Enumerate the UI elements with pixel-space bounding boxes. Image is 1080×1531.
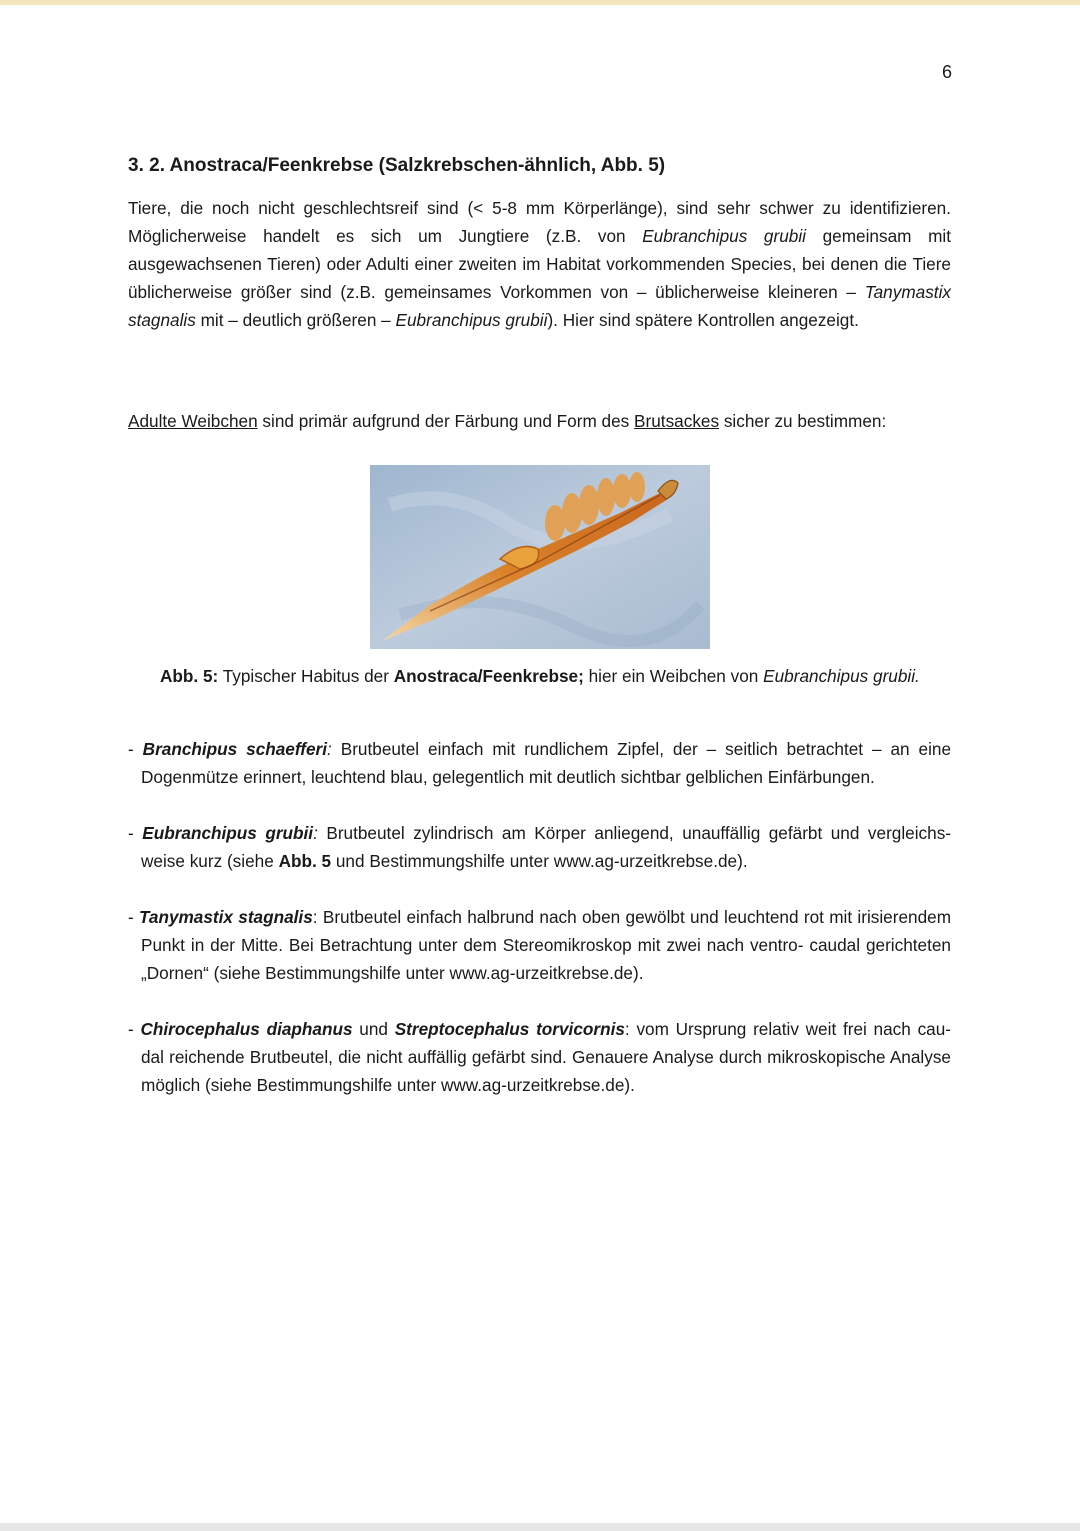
figure-reference: Abb. 5 xyxy=(278,851,332,871)
species-name: Eubranchipus grubii xyxy=(142,823,314,843)
species-colon: : xyxy=(313,823,318,843)
females-text-2: sicher zu bestimmen: xyxy=(719,411,887,431)
adult-females-term: Adulte Weibchen xyxy=(128,411,258,431)
intro-text-4: ). Hier sind spätere Kontrollen angezeigt. xyxy=(547,310,859,330)
species-name-2: Streptocephalus torvicornis xyxy=(394,1019,625,1039)
species-colon: : xyxy=(624,1019,630,1039)
intro-text-3: mit – deutlich größeren – xyxy=(195,310,396,330)
top-edge-strip xyxy=(0,0,1080,5)
caption-species: Eubranchipus grubii. xyxy=(763,666,920,686)
caption-bold-term: Anostraca/Feenkrebse; xyxy=(393,666,584,686)
species-description: Brutbeutel einfach halbrund nach oben gewölbt und leuchtend rot mit irisierendem Punkt in der Mitte. Bei Betrachtung unter dem Stereomikroskop mit zwei nach ventro- caudal gerichteten „Dornen“ (siehe Bestimmungshilfe unter www.ag-urzeitkrebse.de). xyxy=(141,907,952,983)
species-colon: : xyxy=(327,739,332,759)
intro-species-2: Tanymastix stagnalis xyxy=(128,282,951,330)
species-name: Tanymastix stagnalis xyxy=(139,907,313,927)
species-item-chirocephalus-streptocephalus xyxy=(128,1015,951,1099)
section-heading: 3. 2. Anostraca/Feenkrebse (Salzkrebschen-ähnlich, Abb. 5) xyxy=(128,155,666,176)
females-text-1: sind primär aufgrund der Färbung und Form des xyxy=(257,411,635,431)
species-item-eubranchipus xyxy=(128,819,951,875)
species-description: Brutbeutel zylindrisch am Körper anliegend, unauffällig gefärbt und vergleichs- weise kurz (siehe xyxy=(141,823,952,871)
brood-sac-term: Brutsackes xyxy=(634,411,720,431)
species-description-end: und Bestimmungshilfe unter www.ag-urzeitkrebse.de). xyxy=(331,851,748,871)
bottom-edge-strip xyxy=(0,1523,1080,1531)
species-item-tanymastix xyxy=(128,903,951,987)
species-description: vom Ursprung relativ weit frei nach cau- dal reichende Brutbeutel, die nicht auffällig gefärbt sind. Genauere Analyse durch mikroskopische Analyse möglich (siehe Bestimmungshilfe unter www.ag-urzeitkrebse.de). xyxy=(141,1019,951,1095)
species-name: Branchipus schaefferi xyxy=(142,739,328,759)
caption-text-1: Typischer Habitus der xyxy=(218,666,394,686)
species-colon: : xyxy=(312,907,318,927)
caption-label: Abb. 5: xyxy=(160,666,219,686)
bullet-dash: - xyxy=(128,1019,141,1039)
caption-text-2: hier ein Weibchen von xyxy=(583,666,764,686)
figure-caption xyxy=(160,662,920,690)
species-and: und xyxy=(352,1019,395,1039)
bullet-dash: - xyxy=(128,907,140,927)
species-item-branchipus xyxy=(128,735,951,791)
females-paragraph xyxy=(128,407,951,435)
bullet-dash: - xyxy=(128,823,143,843)
intro-text-2: gemeinsam mit ausgewachsenen Tieren) oder Adulti einer zweiten im Habitat vorkommenden Species, bei denen die Tiere üblicherweise größer sind (z.B. gemeinsames Vorkommen von – üblicherweise kleineren – xyxy=(128,226,951,302)
intro-text-1: Tiere, die noch nicht geschlechtsreif sind (< 5-8 mm Körperlänge), sind sehr schwer zu identifizieren. Möglicherweise handelt es sich um Jungtiere (z.B. von xyxy=(128,198,951,246)
species-description: Brutbeutel einfach mit rundlichem Zipfel, der – seitlich betrachtet – an eine Dogenmütze erinnert, leuchtend blau, gelegentlich mit deutlich sichtbar gelblichen Einfärbungen. xyxy=(141,739,952,787)
intro-species-3: Eubranchipus grubii xyxy=(395,310,548,330)
bullet-dash: - xyxy=(128,739,143,759)
intro-species-1: Eubranchipus grubii xyxy=(642,226,806,246)
fairy-shrimp-photo xyxy=(370,465,710,649)
page-number: 6 xyxy=(941,62,952,82)
intro-paragraph xyxy=(128,194,951,334)
species-name-1: Chirocephalus diaphanus xyxy=(140,1019,353,1039)
